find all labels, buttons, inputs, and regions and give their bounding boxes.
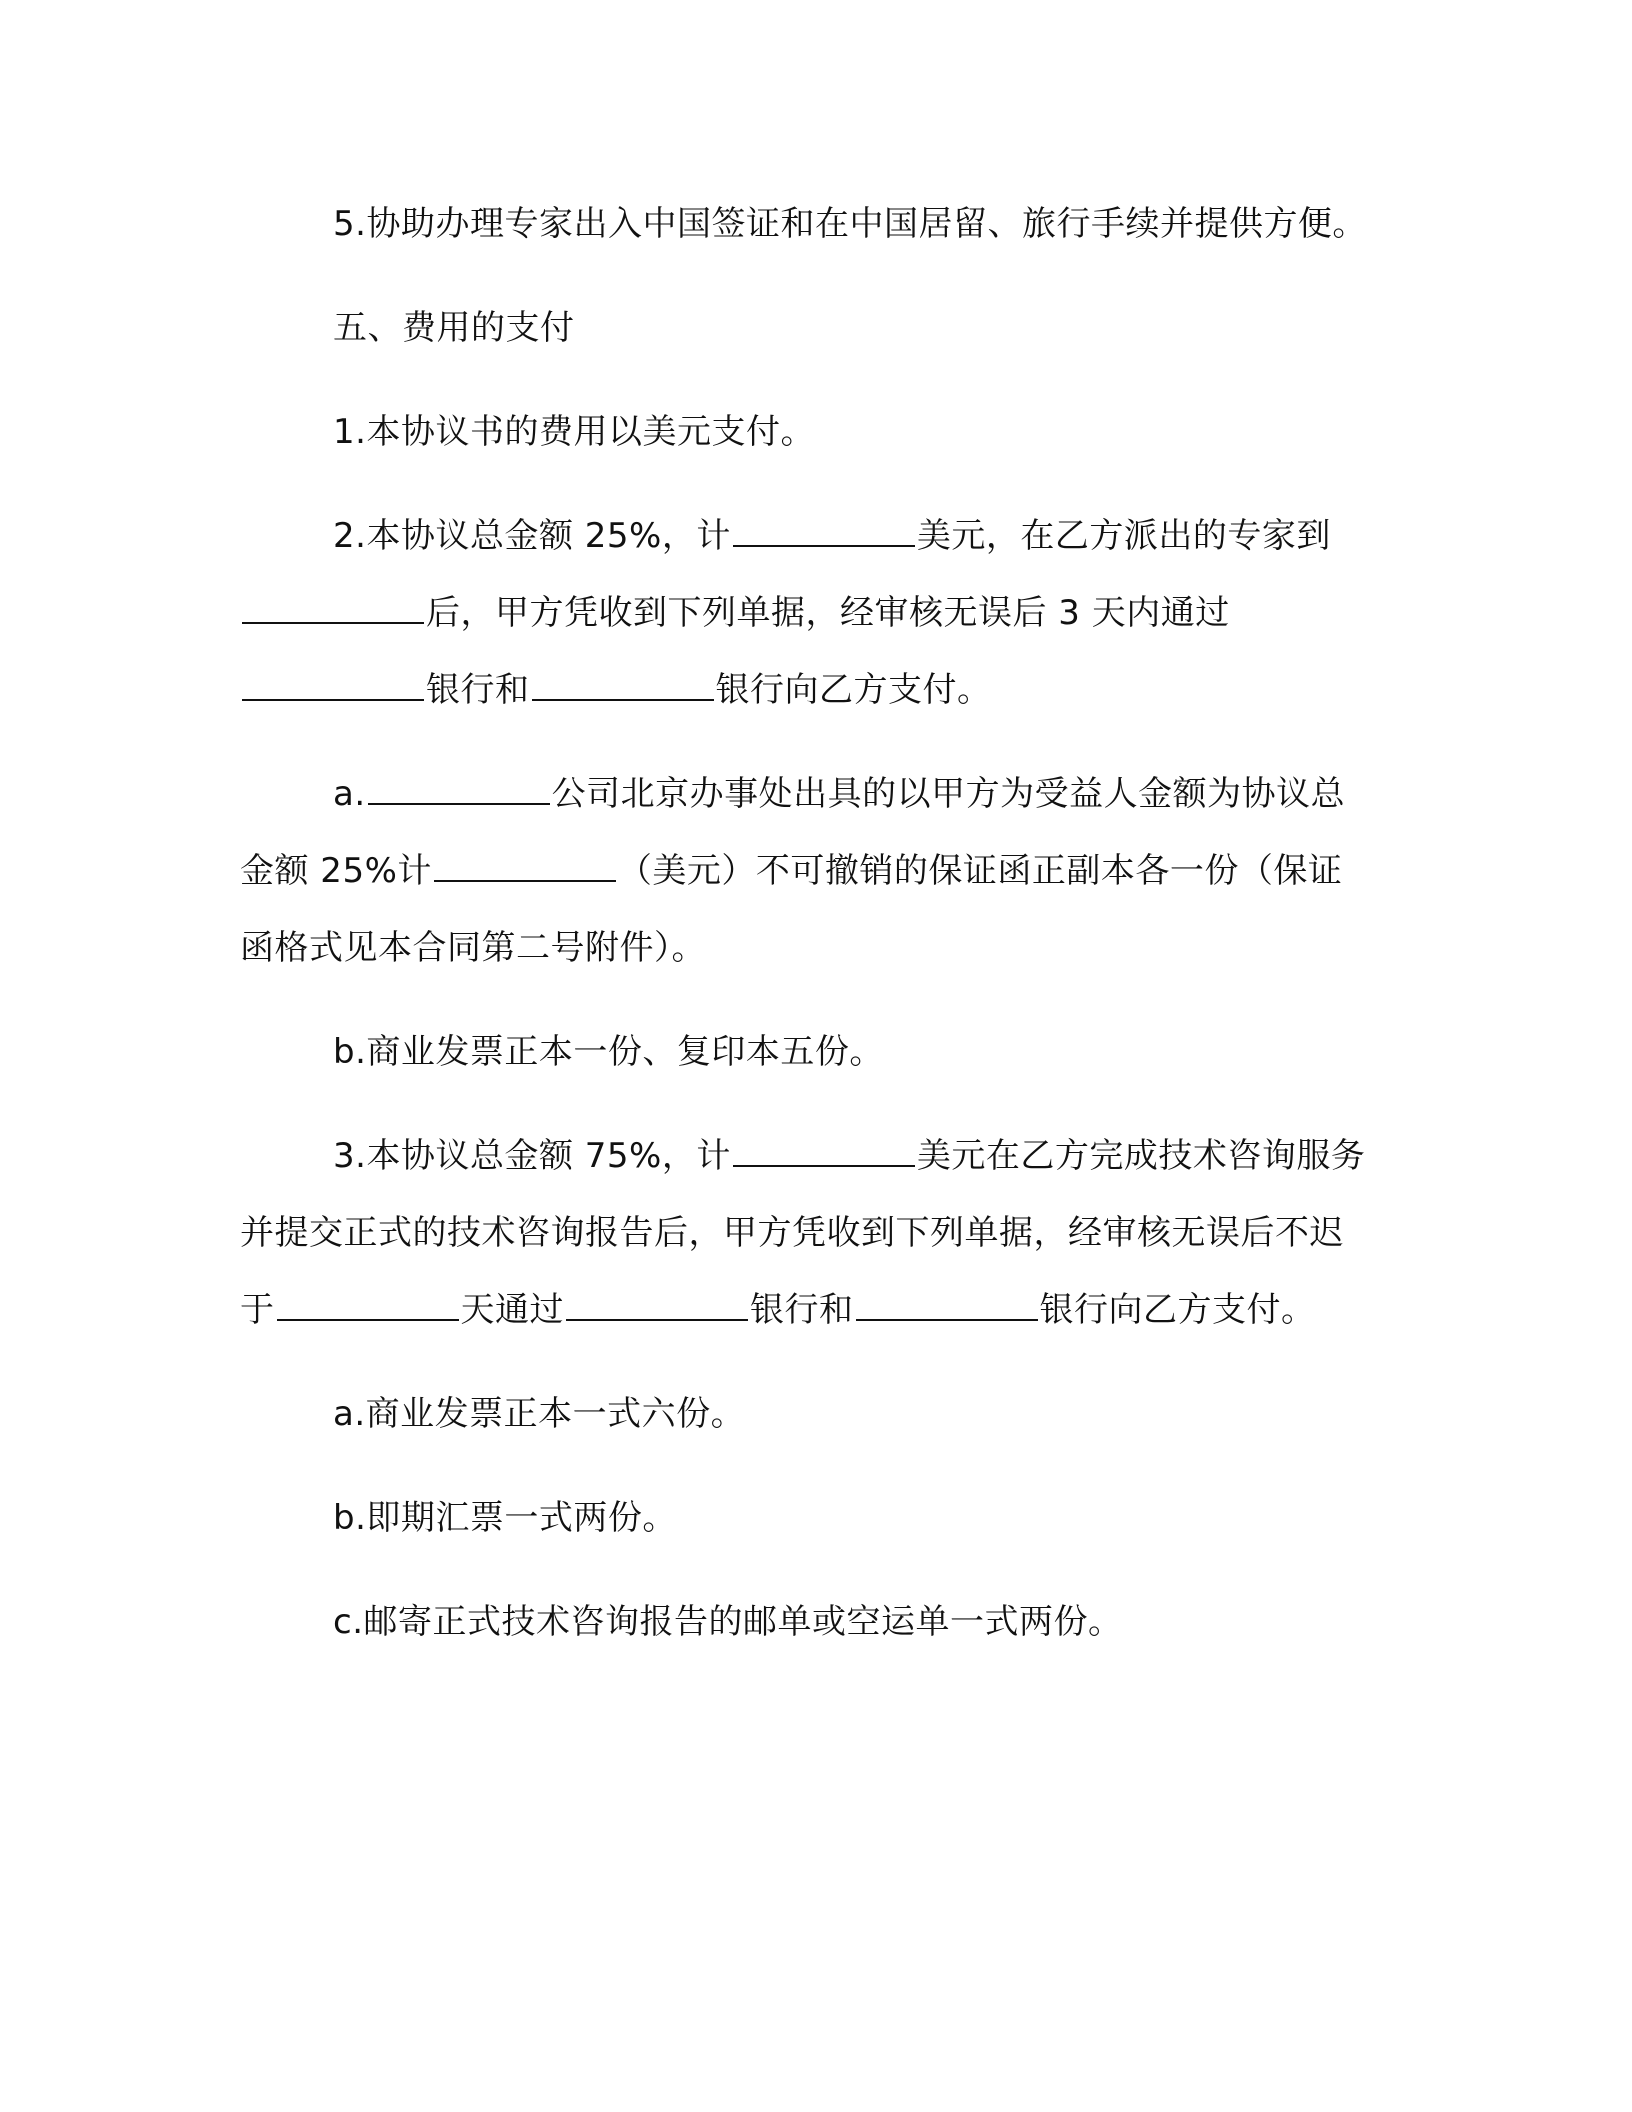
clause-5-2-a — [240, 756, 1370, 987]
clause-text: 1.本协议书的费用以美元支付。 — [333, 412, 815, 452]
clause-5-3-c — [240, 1584, 1370, 1661]
clause-text: 2.本协议总金额 25%，计 — [333, 516, 731, 556]
clause-text: 银行和 — [750, 1290, 854, 1330]
clause-text: 天通过 — [460, 1290, 564, 1330]
fill-blank[interactable] — [532, 665, 714, 701]
clause-4-5 — [240, 186, 1370, 263]
clause-text: a.商业发票正本一式六份。 — [333, 1394, 746, 1434]
fill-blank[interactable] — [434, 846, 616, 882]
clause-text: a. — [333, 774, 366, 814]
clause-text: 银行向乙方支付。 — [1039, 1290, 1316, 1330]
clause-text: 银行和 — [426, 670, 530, 710]
clause-text: （美元）不可撤销的保证函正副本各一份（保证函格式见本合同第二号附件）。 — [240, 851, 1343, 968]
clause-5-2 — [240, 498, 1370, 729]
clause-5-3 — [240, 1118, 1370, 1349]
fill-blank[interactable] — [856, 1285, 1038, 1321]
clause-text: 公司北京办事处出具的以甲方为受益人金额为协议总金额 25%计 — [240, 774, 1346, 891]
clause-text: 后，甲方凭收到下列单据，经审核无误后 3 天内通过 — [426, 593, 1230, 633]
fill-blank[interactable] — [733, 1131, 915, 1167]
fill-blank[interactable] — [242, 588, 424, 624]
fill-blank[interactable] — [242, 665, 424, 701]
clause-5-3-b — [240, 1480, 1370, 1557]
clause-5-2-b — [240, 1014, 1370, 1091]
section-heading-payment — [240, 290, 1370, 367]
clause-text: 5.协助办理专家出入中国签证和在中国居留、旅行手续并提供方便。 — [333, 204, 1367, 244]
clause-text: c.邮寄正式技术咨询报告的邮单或空运单一式两份。 — [333, 1602, 1123, 1642]
fill-blank[interactable] — [277, 1285, 459, 1321]
clause-text: b.即期汇票一式两份。 — [333, 1498, 677, 1538]
clause-5-3-a — [240, 1376, 1370, 1453]
clause-text: 银行向乙方支付。 — [715, 670, 992, 710]
clause-text: 美元在乙方完成技术咨询服务并提交正式的技术咨询报告后，甲方凭收到下列单据，经审核无误后不迟于 — [240, 1136, 1366, 1330]
fill-blank[interactable] — [733, 511, 915, 547]
document-body — [240, 186, 1370, 1688]
clause-text: 美元，在乙方派出的专家到 — [916, 516, 1331, 556]
fill-blank[interactable] — [368, 769, 550, 805]
clause-text: 3.本协议总金额 75%，计 — [333, 1136, 731, 1176]
clause-text: b.商业发票正本一份、复印本五份。 — [333, 1032, 884, 1072]
fill-blank[interactable] — [566, 1285, 748, 1321]
section-heading-text: 五、费用的支付 — [333, 308, 575, 348]
clause-5-1 — [240, 394, 1370, 471]
